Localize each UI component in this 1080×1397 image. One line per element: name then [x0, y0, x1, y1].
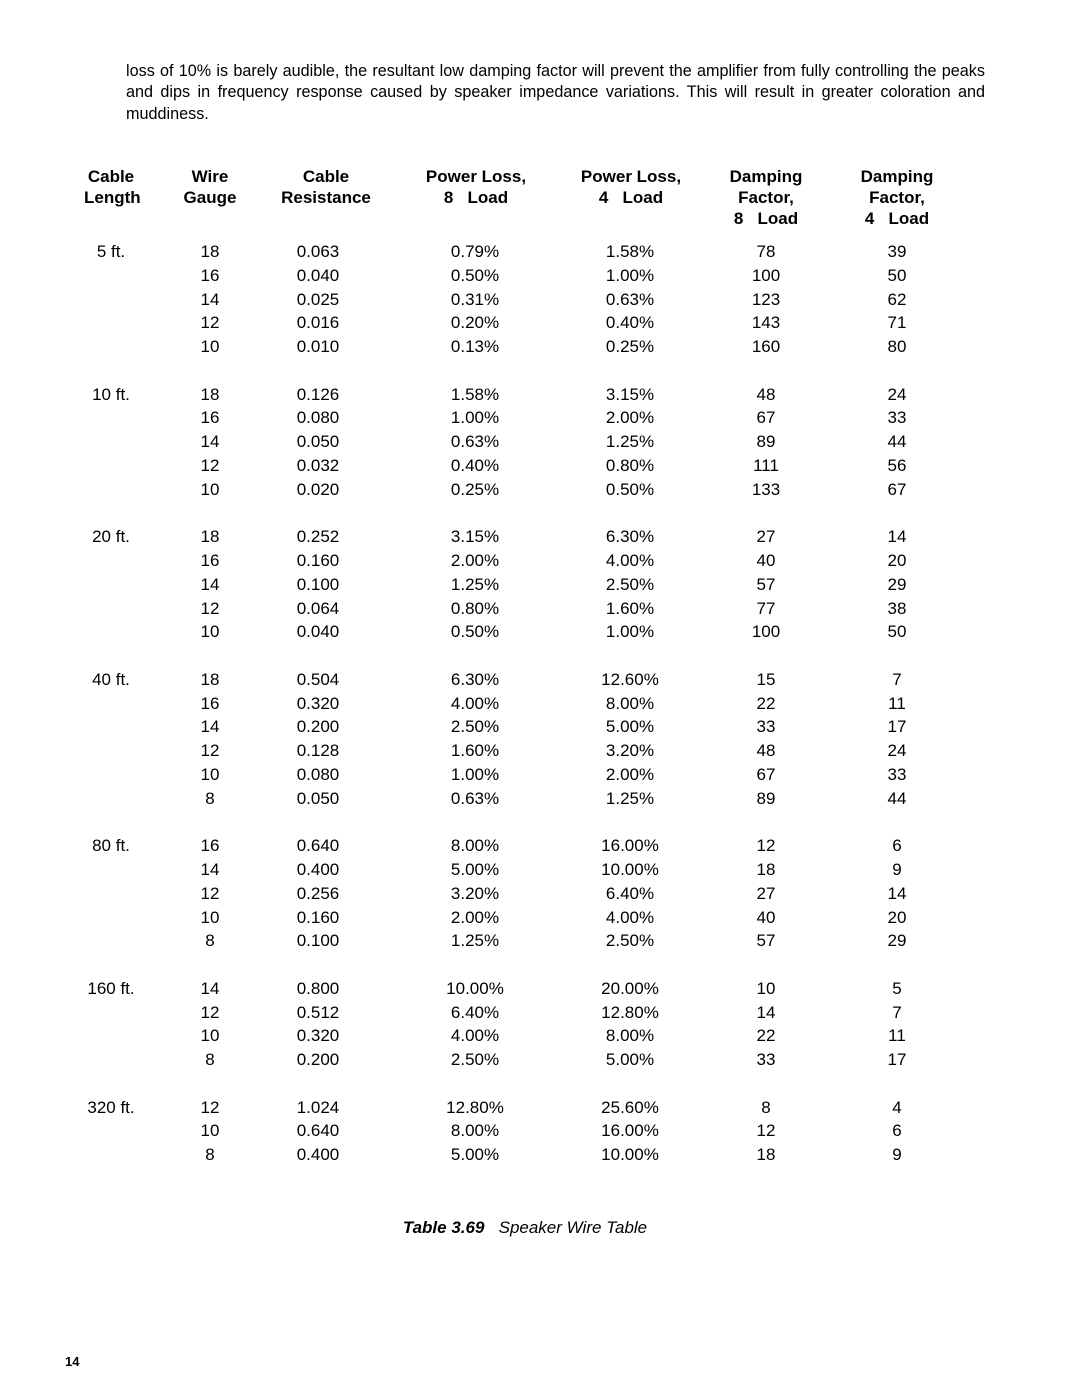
table-cell: 0.064 [296, 598, 340, 618]
table-cell: 1.00% [605, 622, 655, 642]
table-cell: 11 [888, 693, 906, 713]
table-cell: 0.200 [296, 1050, 340, 1070]
table-cell: 8 [761, 1097, 771, 1117]
table-cell: 2.50% [605, 574, 655, 594]
table-cell: 2.00% [605, 408, 655, 428]
table-cell: 6.30% [605, 527, 655, 547]
table-cell: 16 [200, 408, 220, 428]
table-cell: 71 [887, 313, 907, 333]
table-cell: 11 [888, 1026, 906, 1046]
table-cell: 18 [756, 1145, 776, 1165]
table-cell: 14 [200, 717, 220, 737]
table-cell: 14 [887, 527, 907, 547]
table-cell: 8.00% [450, 1121, 500, 1141]
table-cell: 2.00% [450, 551, 500, 570]
table-cell: 16 [200, 693, 220, 713]
table-cell: 0.100 [296, 931, 340, 951]
table-cell: 0.40% [605, 313, 655, 333]
table-cell: 1.60% [450, 741, 500, 761]
table-cell: 0.400 [296, 860, 340, 879]
table-cell: 4 [892, 1097, 902, 1117]
table-cell: 0.31% [450, 289, 500, 309]
table-cell: 29 [887, 931, 907, 951]
table-cell: 7 [892, 669, 902, 689]
table-cell: 0.25% [605, 337, 655, 357]
table-cell: 3.15% [450, 527, 500, 547]
table-cell: 0.320 [296, 693, 340, 713]
header-wire-gauge: Wire Gauge [183, 167, 237, 207]
cable-length-label: 40 ft. [92, 669, 130, 689]
table-cell: 12 [200, 598, 220, 618]
table-cell: 50 [887, 622, 907, 642]
table-cell: 10 [200, 907, 220, 927]
caption-label: Table 3.69 [402, 1218, 485, 1237]
table-cell: 0.080 [296, 765, 340, 784]
table-cell: 4.00% [450, 1026, 500, 1046]
table-cell: 89 [756, 788, 776, 808]
table-cell: 12 [756, 1121, 776, 1141]
table-cell: 9 [892, 1145, 902, 1165]
table-cell: 0.640 [296, 1121, 340, 1141]
table-cell: 17 [887, 717, 907, 737]
table-cell: 1.25% [450, 931, 500, 951]
table-cell: 1.25% [450, 574, 500, 594]
table-cell: 12.80% [446, 1097, 504, 1117]
table-cell: 0.040 [296, 622, 340, 642]
table-cell: 6.40% [450, 1002, 500, 1022]
table-cell: 0.25% [450, 479, 500, 499]
table-cell: 0.100 [296, 574, 340, 594]
table-cell: 16 [200, 551, 220, 570]
header-damping-8: Damping Factor, 8 Load [729, 167, 803, 228]
table-cell: 57 [756, 931, 776, 951]
table-cell: 0.63% [450, 788, 500, 808]
table-cell: 27 [756, 527, 776, 547]
table-cell: 18 [200, 242, 220, 261]
table-cell: 123 [751, 289, 781, 309]
table-cell: 4.00% [605, 551, 655, 570]
table-cell: 1.58% [450, 384, 500, 404]
table-cell: 0.504 [296, 669, 340, 689]
table-caption [0, 1218, 1050, 1238]
table-cell: 2.50% [450, 1050, 500, 1070]
table-cell: 22 [756, 1026, 776, 1046]
table-cell: 0.010 [296, 337, 340, 357]
table-cell: 14 [887, 883, 907, 903]
page-number: 14 [65, 1354, 80, 1369]
table-cell: 12 [200, 1002, 220, 1022]
table-cell: 0.032 [296, 456, 340, 475]
table-cell: 12 [200, 456, 220, 475]
table-cell: 10 [200, 479, 220, 499]
intro-paragraph: loss of 10% is barely audible, the resultant low damping factor will prevent the amplifier from fully controlling the peaks and dips in frequency response caused by speaker impedance variations. This will result in greater coloration and muddiness. [126, 62, 985, 123]
table-cell: 18 [200, 527, 220, 547]
table-cell: 5.00% [450, 860, 500, 879]
table-cell: 10.00% [446, 978, 504, 998]
table-cell: 5.00% [450, 1145, 500, 1165]
table-cell: 10 [200, 765, 220, 784]
table-cell: 48 [756, 741, 776, 761]
table-cell: 8.00% [605, 1026, 655, 1046]
table-cell: 57 [756, 574, 776, 594]
table-cell: 0.80% [605, 456, 655, 475]
table-cell: 80 [887, 337, 907, 357]
table-cell: 10 [200, 1121, 220, 1141]
table-cell: 5.00% [605, 717, 655, 737]
cable-length-label: 80 ft. [92, 836, 130, 856]
table-cell: 7 [892, 1002, 902, 1022]
table-cell: 48 [756, 384, 776, 404]
table-cell: 9 [892, 860, 902, 879]
table-cell: 24 [887, 741, 907, 761]
table-cell: 0.40% [450, 456, 500, 475]
table-cell: 0.252 [296, 527, 340, 547]
table-cell: 50 [887, 265, 907, 285]
table-cell: 8 [205, 1050, 215, 1070]
table-cell: 44 [887, 432, 907, 452]
table-cell: 10 [756, 978, 776, 998]
table-cell: 0.016 [296, 313, 340, 333]
table-cell: 2.00% [605, 765, 655, 784]
table-cell: 10 [200, 622, 220, 642]
table-cell: 40 [756, 551, 776, 570]
table-cell: 14 [200, 289, 220, 309]
table-cell: 3.15% [605, 384, 655, 404]
table-cell: 1.00% [605, 265, 655, 285]
table-cell: 67 [756, 765, 776, 784]
table-cell: 0.063 [296, 242, 340, 261]
table-cell: 0.400 [296, 1145, 340, 1165]
table-cell: 2.50% [605, 931, 655, 951]
table-cell: 160 [751, 337, 781, 357]
table-cell: 56 [887, 456, 907, 475]
table-cell: 0.63% [450, 432, 500, 452]
table-cell: 6 [892, 836, 902, 856]
table-cell: 8 [205, 788, 215, 808]
table-cell: 33 [756, 717, 776, 737]
cable-length-label: 20 ft. [92, 527, 130, 547]
table-cell: 0.512 [296, 1002, 340, 1022]
table-cell: 100 [751, 622, 781, 642]
table-cell: 24 [887, 384, 907, 404]
table-cell: 44 [887, 788, 907, 808]
table-cell: 25.60% [601, 1097, 659, 1117]
table-cell: 14 [756, 1002, 776, 1022]
table-cell: 4.00% [605, 907, 655, 927]
table-cell: 78 [756, 242, 776, 261]
table-cell: 18 [756, 860, 776, 879]
table-cell: 77 [756, 598, 776, 618]
table-cell: 62 [887, 289, 907, 309]
table-cell: 0.126 [296, 384, 340, 404]
table-cell: 16 [200, 836, 220, 856]
table-cell: 12 [200, 741, 220, 761]
table-cell: 27 [756, 883, 776, 903]
table-cell: 14 [200, 978, 220, 998]
table-cell: 40 [756, 907, 776, 927]
table-cell: 33 [887, 765, 907, 784]
table-cell: 6.30% [450, 669, 500, 689]
cable-length-label: 160 ft. [87, 978, 135, 998]
table-cell: 0.50% [450, 265, 500, 285]
cable-length-label: 10 ft. [92, 384, 130, 404]
table-cell: 20.00% [601, 978, 659, 998]
table-cell: 12 [200, 883, 220, 903]
table-cell: 0.080 [296, 408, 340, 428]
table-cell: 0.13% [450, 337, 500, 357]
table-cell: 12 [200, 1097, 220, 1117]
table-cell: 12.60% [601, 669, 659, 689]
table-cell: 29 [887, 574, 907, 594]
table-cell: 12 [200, 313, 220, 333]
cable-length-label: 5 ft. [96, 242, 126, 261]
table-cell: 0.050 [296, 788, 340, 808]
table-cell: 89 [756, 432, 776, 452]
table-cell: 0.040 [296, 265, 340, 285]
table-cell: 12 [756, 836, 776, 856]
table-cell: 39 [887, 242, 907, 261]
table-cell: 18 [200, 384, 220, 404]
table-cell: 1.024 [296, 1097, 340, 1117]
table-cell: 5.00% [605, 1050, 655, 1070]
table-cell: 6 [892, 1121, 902, 1141]
table-cell: 20 [887, 907, 907, 927]
table-cell: 1.00% [450, 765, 500, 784]
table-cell: 22 [756, 693, 776, 713]
table-cell: 3.20% [450, 883, 500, 903]
table-cell: 8 [205, 1145, 215, 1165]
table-cell: 1.25% [605, 788, 655, 808]
table-cell: 143 [751, 313, 781, 333]
table-cell: 14 [200, 860, 220, 879]
table-cell: 12.80% [601, 1002, 659, 1022]
header-cable-resistance: Cable Resistance [281, 167, 371, 207]
table-cell: 15 [756, 669, 776, 689]
table-cell: 3.20% [605, 741, 655, 761]
table-cell: 67 [887, 479, 907, 499]
table-cell: 16.00% [601, 836, 659, 856]
table-cell: 10 [200, 1026, 220, 1046]
table-cell: 0.63% [605, 289, 655, 309]
table-cell: 10.00% [601, 860, 659, 879]
table-cell: 0.320 [296, 1026, 340, 1046]
table-cell: 38 [887, 598, 907, 618]
header-power-loss-8: Power Loss, 8 Load [425, 167, 527, 207]
table-cell: 8.00% [605, 693, 655, 713]
table-cell: 8 [205, 931, 215, 951]
table-cell: 0.79% [450, 242, 500, 261]
table-cell: 0.256 [296, 883, 340, 903]
table-cell: 0.50% [605, 479, 655, 499]
table-cell: 1.60% [605, 598, 655, 618]
table-cell: 10 [200, 337, 220, 357]
table-cell: 17 [887, 1050, 907, 1070]
cable-length-label: 320 ft. [87, 1097, 135, 1117]
table-cell: 4.00% [450, 693, 500, 713]
table-cell: 1.25% [605, 432, 655, 452]
table-cell: 2.50% [450, 717, 500, 737]
caption-title: Speaker Wire Table [498, 1218, 648, 1237]
header-cable-length: Cable Length [84, 167, 141, 207]
table-cell: 20 [887, 551, 907, 570]
table-cell: 33 [756, 1050, 776, 1070]
table-cell: 0.800 [296, 978, 340, 998]
table-cell: 0.128 [296, 741, 340, 761]
table-cell: 16.00% [601, 1121, 659, 1141]
table-cell: 0.160 [296, 551, 340, 570]
table-cell: 1.00% [450, 408, 500, 428]
table-cell: 10.00% [601, 1145, 659, 1165]
table-cell: 14 [200, 432, 220, 452]
table-cell: 33 [887, 408, 907, 428]
table-cell: 133 [751, 479, 781, 499]
table-cell: 0.640 [296, 836, 340, 856]
table-cell: 14 [200, 574, 220, 594]
table-cell: 0.160 [296, 907, 340, 927]
header-power-loss-4: Power Loss, 4 Load [580, 167, 682, 207]
table-cell: 18 [200, 669, 220, 689]
table-cell: 0.80% [450, 598, 500, 618]
table-cell: 5 [892, 978, 902, 998]
table-cell: 0.025 [296, 289, 340, 309]
table-cell: 0.20% [450, 313, 500, 333]
table-cell: 8.00% [450, 836, 500, 856]
table-cell: 0.200 [296, 717, 340, 737]
table-cell: 1.58% [605, 242, 655, 261]
table-cell: 0.020 [296, 479, 340, 499]
table-cell: 6.40% [605, 883, 655, 903]
table-cell: 0.50% [450, 622, 500, 642]
table-cell: 0.050 [296, 432, 340, 452]
table-cell: 67 [756, 408, 776, 428]
table-cell: 2.00% [450, 907, 500, 927]
table-cell: 111 [753, 456, 779, 475]
table-cell: 16 [200, 265, 220, 285]
header-damping-4: Damping Factor, 4 Load [860, 167, 934, 228]
table-cell: 100 [751, 265, 781, 285]
